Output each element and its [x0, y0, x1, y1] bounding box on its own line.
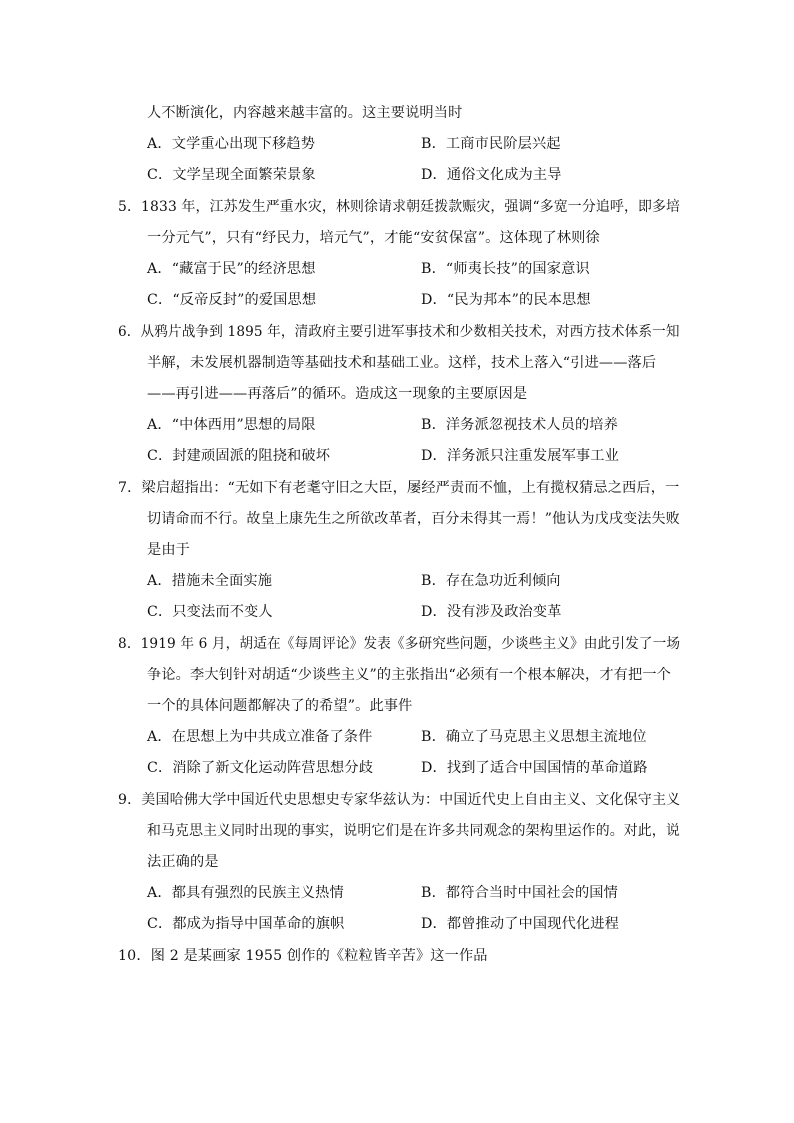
q5-option-a: A．“藏富于民”的经济思想 — [147, 261, 316, 277]
q5-option-d: D．“民为邦本”的民本思想 — [421, 292, 591, 308]
q8-option-c: C．消除了新文化运动阵营思想分歧 — [147, 760, 374, 776]
q7-stem-line-2: 切请命而不行。故皇上康先生之所欲改革者，百分未得其一焉！”他认为戊戌变法失败 — [147, 511, 680, 527]
q8-option-b: B．确立了马克思主义思想主流地位 — [421, 729, 647, 745]
q10-stem-line-1: 10．图 2 是某画家 1955 创作的《粒粒皆辛苦》这一作品 — [118, 948, 488, 964]
q4-stem-continuation: 人不断演化，内容越来越丰富的。这主要说明当时 — [147, 105, 463, 121]
q8-stem-line-2: 争论。李大钊针对胡适“少谈些主义”的主张指出“必须有一个根本解决，才有把一个 — [147, 667, 672, 683]
q7-option-a: A．措施未全面实施 — [147, 573, 273, 589]
q7-option-c: C．只变法而不变人 — [147, 604, 273, 620]
q8-stem-line-3: 一个的具体问题都解决了的希望”。此事件 — [147, 698, 413, 714]
q4-option-d: D．通俗文化成为主导 — [421, 167, 562, 183]
q7-option-b: B．存在急功近利倾向 — [421, 573, 561, 589]
q4-option-b: B．工商市民阶层兴起 — [421, 136, 561, 152]
q9-option-d: D．都曾推动了中国现代化进程 — [421, 916, 619, 932]
q4-option-a: A．文学重心出现下移趋势 — [147, 136, 316, 152]
q6-stem-line-3: ——再引进——再落后”的循环。造成这一现象的主要原因是 — [147, 386, 528, 402]
q9-option-a: A．都具有强烈的民族主义热情 — [147, 885, 344, 901]
q4-option-c: C．文学呈现全面繁荣景象 — [147, 167, 316, 183]
q8-option-a: A．在思想上为中共成立准备了条件 — [147, 729, 373, 745]
q5-option-b: B．“师夷长技”的国家意识 — [421, 261, 590, 277]
q9-stem-line-1: 9．美国哈佛大学中国近代史思想史专家华兹认为：中国近代史上自由主义、文化保守主义 — [118, 792, 681, 808]
q5-option-c: C．“反帝反封”的爱国思想 — [147, 292, 317, 308]
q6-option-c: C．封建顽固派的阻挠和破坏 — [147, 448, 331, 464]
q9-stem-line-2: 和马克思主义同时出现的事实，说明它们是在许多共同观念的架构里运作的。对此，说 — [147, 823, 680, 839]
q5-stem-line-1: 5．1833 年，江苏发生严重水灾，林则徐请求朝廷拨款赈灾，强调“多宽一分追呼，即多培 — [118, 199, 681, 215]
q6-option-b: B．洋务派忽视技术人员的培养 — [421, 417, 618, 433]
q7-stem-line-1: 7．梁启超指出：“无如下有老耄守旧之大臣，屡经严责而不恤，上有揽权猜忌之西后，一 — [118, 480, 680, 496]
q9-stem-line-3: 法正确的是 — [147, 854, 219, 870]
q8-option-d: D．找到了适合中国国情的革命道路 — [421, 760, 648, 776]
q6-stem-line-1: 6．从鸦片战争到 1895 年，清政府主要引进军事技术和少数相关技术，对西方技术体系一知 — [118, 324, 680, 340]
q6-option-a: A．“中体西用”思想的局限 — [147, 417, 316, 433]
q6-option-d: D．洋务派只注重发展军事工业 — [421, 448, 619, 464]
q7-stem-line-3: 是由于 — [147, 542, 191, 558]
q8-stem-line-1: 8．1919 年 6 月，胡适在《每周评论》发表《多研究些问题，少谈些主义》由此引发了一场 — [118, 636, 681, 652]
q9-option-b: B．都符合当时中国社会的国情 — [421, 885, 618, 901]
q6-stem-line-2: 半解，未发展机器制造等基础技术和基础工业。这样，技术上落入“引进——落后 — [147, 355, 657, 371]
q5-stem-line-2: 一分元气”，只有“纾民力，培元气”，才能“安贫保富”。这体现了林则徐 — [147, 230, 600, 246]
q7-option-d: D．没有涉及政治变革 — [421, 604, 562, 620]
q9-option-c: C．都成为指导中国革命的旗帜 — [147, 916, 345, 932]
